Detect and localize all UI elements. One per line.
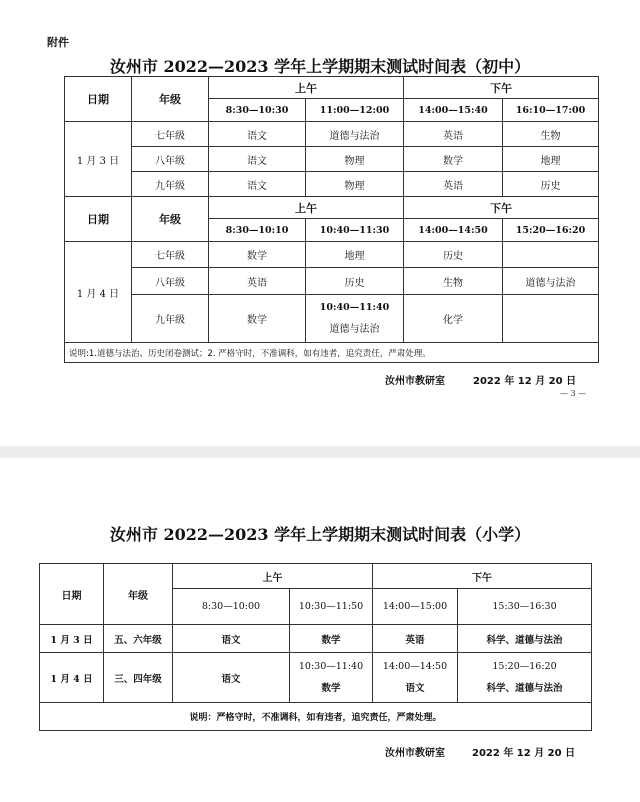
subject-cell xyxy=(503,242,599,268)
subject-cell: 英语 xyxy=(373,625,458,653)
exam-date-cell: 1 月 3 日 xyxy=(65,122,132,197)
time-slot: 8:30—10:00 xyxy=(173,589,290,625)
grade-cell: 八年级 xyxy=(132,147,209,172)
time-slot: 15:20—16:20 xyxy=(503,219,599,242)
afternoon-header: 下午 xyxy=(404,77,599,99)
subject-cell: 历史 xyxy=(404,242,503,268)
subject-cell: 历史 xyxy=(503,172,599,197)
split-subject-cell xyxy=(458,653,592,703)
table-row xyxy=(65,343,599,363)
middle-school-note: 说明:1.道德与法治、历史闭卷测试；2. 严格守时，不准调科，如有违者，追究责任，严肃处理。 xyxy=(65,343,599,363)
middle-school-schedule-table xyxy=(64,76,599,363)
grade-cell: 七年级 xyxy=(132,122,209,147)
exam-date-cell: 1 月 3 日 xyxy=(40,625,104,653)
subject-cell: 语文 xyxy=(173,653,290,703)
table-row xyxy=(65,122,599,147)
subject-cell: 英语 xyxy=(404,172,503,197)
table-row xyxy=(65,197,599,219)
subject-cell: 道德与法治 xyxy=(306,122,404,147)
page-number: — 3 — xyxy=(560,389,587,398)
table-row xyxy=(40,564,592,589)
split-subject-cell xyxy=(373,653,458,703)
grade-cell: 七年级 xyxy=(132,242,209,268)
grade-cell: 九年级 xyxy=(132,172,209,197)
date-header: 日期 xyxy=(65,77,132,122)
subject-cell: 生物 xyxy=(503,122,599,147)
subject-cell: 道德与法治 xyxy=(503,268,599,295)
exam-date-cell: 1 月 4 日 xyxy=(40,653,104,703)
time-slot: 10:30—11:50 xyxy=(290,589,373,625)
subject-cell: 数学 xyxy=(404,147,503,172)
subject-cell: 语文 xyxy=(173,625,290,653)
time-slot: 10:40—11:30 xyxy=(306,219,404,242)
table-row xyxy=(40,703,592,731)
subject-text: 语文 xyxy=(405,682,425,694)
subject-cell: 化学 xyxy=(404,295,503,343)
split-subject-cell xyxy=(290,653,373,703)
primary-school-note: 说明：严格守时，不准调科，如有违者，追究责任，严肃处理。 xyxy=(40,703,592,731)
table-row xyxy=(65,172,599,197)
issuing-office: 汝州市教研室 xyxy=(385,376,445,387)
time-slot: 14:00—14:50 xyxy=(404,219,503,242)
subject-cell: 生物 xyxy=(404,268,503,295)
page-separator xyxy=(0,446,640,458)
issue-date: 2022 年 12 月 20 日 xyxy=(472,748,576,759)
subject-cell: 历史 xyxy=(306,268,404,295)
subject-cell: 英语 xyxy=(404,122,503,147)
morning-header: 上午 xyxy=(209,197,404,219)
subject-cell: 地理 xyxy=(306,242,404,268)
table-row xyxy=(65,242,599,268)
special-time: 10:30—11:40 xyxy=(298,660,364,672)
grade-cell: 八年级 xyxy=(132,268,209,295)
subject-cell: 物理 xyxy=(306,147,404,172)
page-primary-school xyxy=(0,458,640,802)
table-row xyxy=(65,268,599,295)
table-row xyxy=(65,147,599,172)
subject-cell: 英语 xyxy=(209,268,306,295)
grade-header: 年级 xyxy=(132,77,209,122)
subject-cell: 语文 xyxy=(209,172,306,197)
time-slot: 16:10—17:00 xyxy=(503,99,599,122)
table-row xyxy=(65,295,599,343)
grade-header: 年级 xyxy=(132,197,209,242)
time-slot: 8:30—10:30 xyxy=(209,99,306,122)
time-slot: 8:30—10:10 xyxy=(209,219,306,242)
primary-school-schedule-table xyxy=(39,563,592,731)
subject-cell: 语文 xyxy=(209,147,306,172)
time-slot: 14:00—15:00 xyxy=(373,589,458,625)
time-slot: 11:00—12:00 xyxy=(306,99,404,122)
exam-date-cell: 1 月 4 日 xyxy=(65,242,132,343)
date-header: 日期 xyxy=(40,564,104,625)
primary-school-title: 汝州市 2022—2023 学年上学期期末测试时间表（小学） xyxy=(109,525,531,544)
subject-text: 道德与法治 xyxy=(329,323,380,335)
middle-school-title: 汝州市 2022—2023 学年上学期期末测试时间表（初中） xyxy=(109,57,531,76)
subject-cell xyxy=(503,295,599,343)
subject-cell: 地理 xyxy=(503,147,599,172)
subject-text: 科学、道德与法治 xyxy=(486,682,563,694)
attachment-label: 附件 xyxy=(47,36,69,49)
table-row xyxy=(40,625,592,653)
subject-cell: 数学 xyxy=(209,295,306,343)
issue-date: 2022 年 12 月 20 日 xyxy=(473,376,577,387)
grade-cell: 九年级 xyxy=(132,295,209,343)
special-time: 10:40—11:40 xyxy=(319,301,390,313)
morning-header: 上午 xyxy=(209,77,404,99)
subject-cell: 语文 xyxy=(209,122,306,147)
grade-header: 年级 xyxy=(104,564,173,625)
special-time: 14:00—14:50 xyxy=(382,660,448,672)
special-time: 15:20—16:20 xyxy=(492,660,557,672)
grade-cell: 三、四年级 xyxy=(104,653,173,703)
issuing-office: 汝州市教研室 xyxy=(385,748,445,759)
time-slot: 14:00—15:40 xyxy=(404,99,503,122)
date-header: 日期 xyxy=(65,197,132,242)
subject-cell: 科学、道德与法治 xyxy=(458,625,592,653)
subject-text: 数学 xyxy=(321,682,341,694)
table-row xyxy=(40,653,592,703)
afternoon-header: 下午 xyxy=(373,564,592,589)
table-row xyxy=(65,77,599,99)
afternoon-header: 下午 xyxy=(404,197,599,219)
subject-cell: 数学 xyxy=(290,625,373,653)
morning-header: 上午 xyxy=(173,564,373,589)
subject-cell: 物理 xyxy=(306,172,404,197)
grade-cell: 五、六年级 xyxy=(104,625,173,653)
time-slot: 15:30—16:30 xyxy=(458,589,592,625)
split-subject-cell xyxy=(306,295,404,343)
subject-cell: 数学 xyxy=(209,242,306,268)
